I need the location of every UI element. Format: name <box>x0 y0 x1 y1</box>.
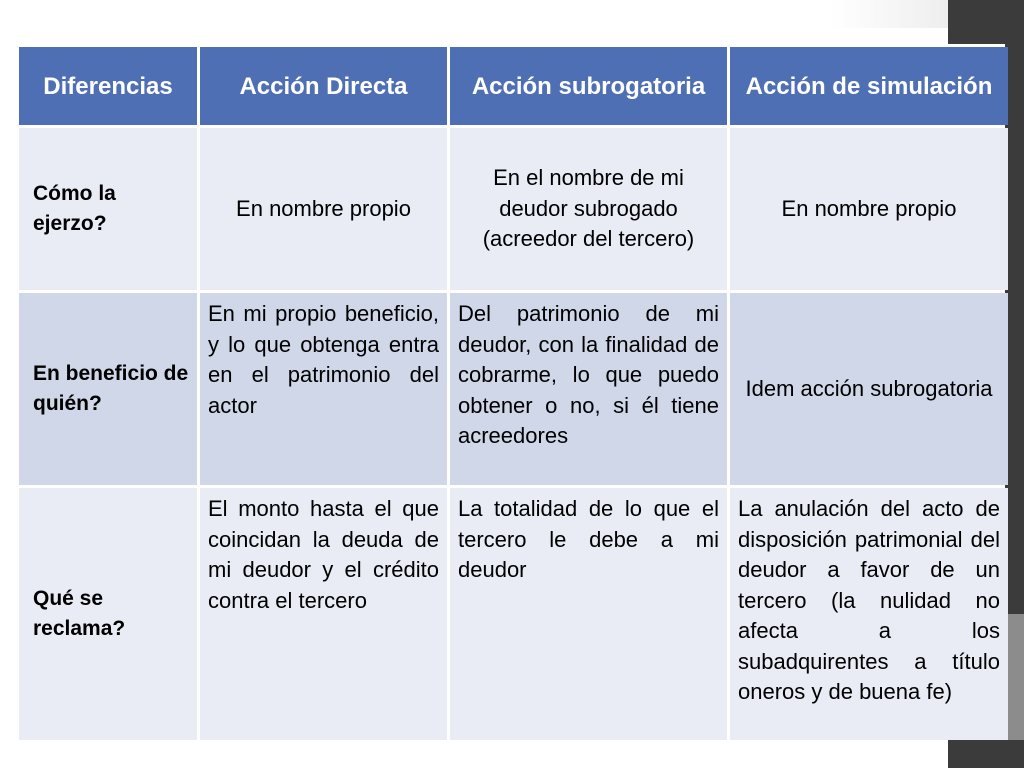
header-accion-directa: Acción Directa <box>200 47 447 125</box>
table-row <box>19 293 1008 485</box>
cell-subrogatoria: La totalidad de lo que el tercero le debe a mi deudor <box>450 488 727 740</box>
table-header-row <box>19 47 1008 125</box>
cell-simulacion: La anulación del acto de disposición patrimonial del deudor a favor de un tercero (la nulidad no afecta a los subadquirentes a título oneros y de buena fe) <box>730 488 1008 740</box>
table-row <box>19 488 1008 740</box>
top-fade-decoration <box>830 0 948 28</box>
cell-directa: En mi propio beneficio, y lo que obtenga entra en el patrimonio del actor <box>200 293 447 485</box>
cell-simulacion: Idem acción subrogatoria <box>730 293 1008 485</box>
row-label-en-beneficio: En beneficio de quién? <box>19 293 197 485</box>
header-accion-subrogatoria: Acción subrogatoria <box>450 47 727 125</box>
row-label-como-ejerzo: Cómo la ejerzo? <box>19 128 197 290</box>
row-label-que-se-reclama: Qué se reclama? <box>19 488 197 740</box>
comparison-table <box>16 44 1011 743</box>
cell-directa: El monto hasta el que coincidan la deuda de mi deudor y el crédito contra el tercero <box>200 488 447 740</box>
cell-simulacion: En nombre propio <box>730 128 1008 290</box>
cell-directa: En nombre propio <box>200 128 447 290</box>
header-diferencias: Diferencias <box>19 47 197 125</box>
comparison-table-container <box>16 44 1005 740</box>
header-accion-simulacion: Acción de simulación <box>730 47 1008 125</box>
cell-subrogatoria: Del patrimonio de mi deudor, con la finalidad de cobrarme, lo que puedo obtener o no, si él tiene acreedores <box>450 293 727 485</box>
cell-subrogatoria: En el nombre de mi deudor subrogado (acreedor del tercero) <box>450 128 727 290</box>
table-row <box>19 128 1008 290</box>
